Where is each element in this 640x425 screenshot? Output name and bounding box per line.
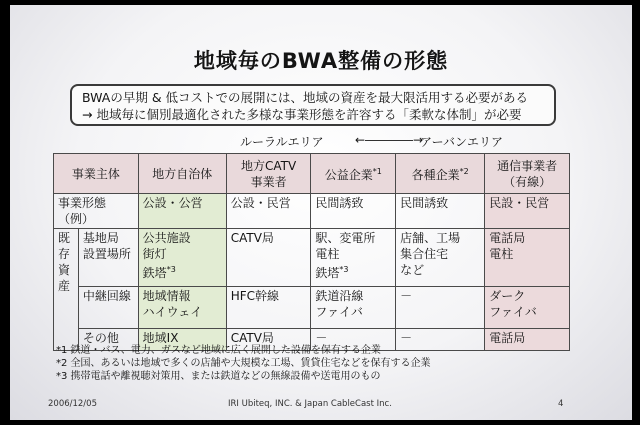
form-telecom: 民設・民営 (485, 194, 570, 229)
relay-catv: HFC幹線 (226, 287, 311, 329)
slide-title: 地域毎のBWA整備の形態 (193, 49, 449, 73)
table-row (54, 287, 570, 329)
relay-local-gov: 地域情報 ハイウェイ (138, 287, 226, 329)
relay-telecom: ダーク ファイバ (485, 287, 570, 329)
relay-row-label: 中継回線 (78, 287, 138, 329)
footnote-2: *2 全国、あるいは地域で多くの店舗や大規模な工場、賃貸住宅などを保有する企業 (56, 358, 431, 369)
double-arrow-icon: ←――――→ (355, 133, 424, 147)
form-catv: 公設・民営 (226, 194, 311, 229)
base-utility: 駅、変電所 電柱 鉄塔 (315, 231, 376, 280)
base-local-gov: 公共施設 街灯 鉄塔 (142, 231, 191, 280)
other-telecom: 電話局 (485, 329, 570, 351)
summary-line-2: → 地域毎に個別最適化された多様な事業形態を許容する「柔軟な体制」が必要 (82, 107, 522, 122)
footer-copyright: IRI Ubiteq, INC. & Japan CableCast Inc. (228, 399, 392, 409)
other-local-gov: 地域IX (138, 329, 226, 351)
other-various: － (396, 329, 485, 351)
urban-area-label: アーバンエリア (420, 135, 504, 149)
form-utility: 民間誘致 (311, 194, 396, 229)
rural-urban-axis (240, 133, 540, 149)
form-various: 民間誘致 (396, 194, 485, 229)
header-catv: 地方CATV 事業者 (226, 154, 311, 194)
relay-various: － (396, 287, 485, 329)
table-row (54, 229, 570, 287)
summary-line-1: BWAの早期 & 低コストでの展開には、地域の資産を最大限活用する必要がある (82, 90, 529, 105)
form-row-label: 事業形態（例） (54, 194, 139, 229)
header-utility-cell (311, 154, 396, 194)
other-catv: CATV局 (226, 329, 311, 351)
footnotes (56, 344, 536, 383)
table-header-row (54, 154, 570, 194)
relay-utility: 鉄道沿線 ファイバ (311, 287, 396, 329)
base-local-gov-mark: *3 (166, 265, 176, 274)
base-utility-cell (311, 229, 396, 287)
page-number: 4 (558, 399, 564, 409)
summary-box (70, 84, 556, 126)
header-telecom: 通信事業者 （有線） (485, 154, 570, 194)
header-various-mark: *2 (459, 167, 469, 176)
base-catv: CATV局 (226, 229, 311, 287)
footer-date: 2006/12/05 (48, 399, 97, 409)
projector-screen (10, 5, 632, 420)
footnote-1: *1 鉄道・バス、電力、ガスなど地域に広く展開した設備を保有する企業 (56, 345, 381, 356)
asset-label: 既存 資産 (54, 229, 79, 351)
base-row-label: 基地局 設置場所 (78, 229, 138, 287)
header-various-cell (396, 154, 485, 194)
header-utility: 公益企業 (324, 168, 373, 182)
bwa-form-table (53, 153, 570, 351)
base-utility-mark: *3 (339, 265, 349, 274)
other-row-label: その他 (78, 329, 138, 351)
base-telecom: 電話局 電柱 (485, 229, 570, 287)
header-local-gov: 地方自治体 (138, 154, 226, 194)
base-local-gov-cell (138, 229, 226, 287)
header-utility-mark: *1 (372, 167, 382, 176)
header-entity: 事業主体 (54, 154, 139, 194)
footnote-3: *3 携帯電話や離視聴対策用、または鉄道などの無線設備や送電用のもの (56, 371, 381, 382)
base-various: 店舗、工場 集合住宅 など (396, 229, 485, 287)
rural-area-label: ルーラルエリア (240, 135, 324, 149)
form-local-gov: 公設・公営 (138, 194, 226, 229)
other-utility: － (311, 329, 396, 351)
header-various: 各種企業 (411, 168, 460, 182)
table-row (54, 194, 570, 229)
